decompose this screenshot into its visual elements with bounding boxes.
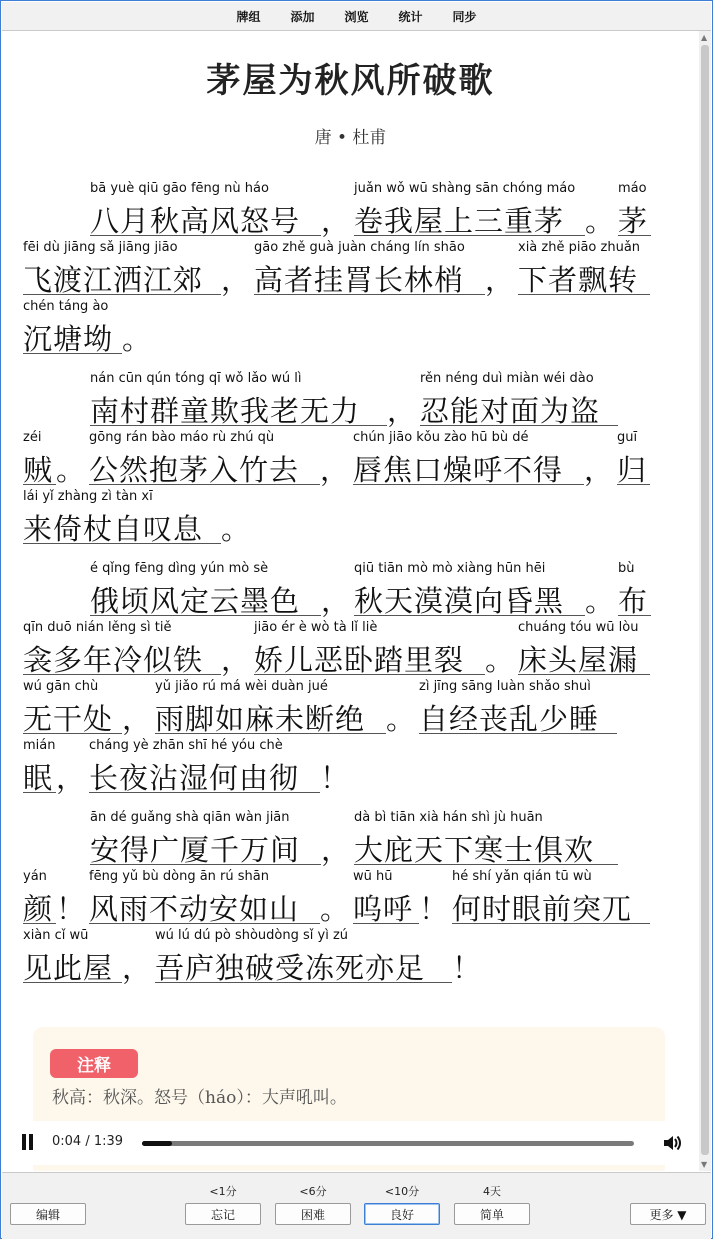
ruby-group <box>90 561 321 616</box>
ruby-group <box>518 240 650 295</box>
pinyin-text: wú lú dú pò shòudòng sǐ yì zú <box>155 928 349 943</box>
hanzi-text: 贼 <box>23 453 54 487</box>
hanzi-text: 南村群童欺我老无力 <box>90 394 361 428</box>
poem-line <box>2 679 699 735</box>
hanzi-text: 下者飘转 <box>518 263 639 297</box>
notes-tag: 注释 <box>50 1049 138 1078</box>
punctuation: ， <box>584 453 614 487</box>
ruby-group <box>23 869 56 924</box>
audio-player <box>2 1121 699 1165</box>
punctuation: 。 <box>122 322 152 356</box>
audio-progress-track[interactable] <box>142 1141 634 1146</box>
pinyin-text: nán cūn qún tóng qī wǒ lǎo wú lì <box>90 371 302 386</box>
poem-line <box>2 869 699 925</box>
hanzi-text: 高者挂罥长林梢 <box>254 263 465 297</box>
menu-browse[interactable]: 浏览 <box>344 9 369 24</box>
hanzi-text: 卷我屋上三重茅 <box>354 204 565 238</box>
hanzi-text: 衾多年冷似铁 <box>23 643 204 677</box>
punctuation: ！ <box>419 892 449 926</box>
ruby-group <box>618 561 651 616</box>
interval-good: <10分 <box>384 1185 420 1198</box>
ruby-group <box>23 679 122 734</box>
hanzi-text: 忍能对面为盗 <box>420 394 601 428</box>
punctuation: ， <box>321 204 351 238</box>
pinyin-text: dà bì tiān xià hán shì jù huān <box>354 810 543 825</box>
pinyin-text: ān dé guǎng shà qiān wàn jiān <box>90 810 290 825</box>
punctuation: 。 <box>221 512 251 546</box>
poem-title: 茅屋为秋风所破歌 <box>206 61 495 101</box>
ruby-group <box>354 561 585 616</box>
pinyin-text: hé shí yǎn qián tū wù <box>452 869 592 884</box>
ruby-group <box>23 928 122 983</box>
ruby-group <box>354 810 618 865</box>
card-content <box>2 31 699 1171</box>
hanzi-text: 何时眼前突兀 <box>452 892 633 926</box>
interval-easy: 4天 <box>483 1185 501 1198</box>
punctuation: ！ <box>452 951 482 985</box>
volume-icon[interactable] <box>662 1133 682 1153</box>
ruby-group <box>90 181 321 236</box>
ruby-group <box>89 738 320 793</box>
punctuation: 。 <box>320 892 350 926</box>
punctuation: ， <box>122 702 152 736</box>
menu-stats[interactable]: 统计 <box>398 9 423 24</box>
ruby-group <box>89 430 320 485</box>
interval-again: <1分 <box>209 1185 237 1198</box>
ruby-group <box>155 928 452 983</box>
hanzi-text: 无干处 <box>23 702 114 736</box>
ruby-group <box>23 240 221 295</box>
ruby-group <box>254 620 485 675</box>
pinyin-text: guī <box>617 430 638 445</box>
hanzi-text: 长夜沾湿何由彻 <box>89 761 300 795</box>
hanzi-text: 呜呼 <box>353 892 414 926</box>
ruby-group <box>452 869 650 924</box>
more-button[interactable]: 更多 ▼ <box>630 1203 706 1225</box>
pinyin-text: yán <box>23 869 47 884</box>
hanzi-text: 归 <box>617 453 648 487</box>
ruby-group <box>23 430 56 485</box>
again-button[interactable]: 忘记 <box>185 1203 261 1225</box>
punctuation: ， <box>321 584 351 618</box>
pinyin-text: juǎn wǒ wū shàng sān chóng máo <box>354 181 576 196</box>
pinyin-text: fēi dù jiāng sǎ jiāng jiāo <box>23 240 178 255</box>
pinyin-text: fēng yǔ bù dòng ān rú shān <box>89 869 269 884</box>
poem-line <box>2 620 699 676</box>
punctuation: ！ <box>320 761 350 795</box>
pinyin-text: rěn néng duì miàn wéi dào <box>420 371 594 386</box>
scrollbar[interactable] <box>699 31 711 1171</box>
poem-line <box>2 371 699 427</box>
punctuation: 。 <box>386 702 416 736</box>
menu-add[interactable]: 添加 <box>290 9 315 24</box>
punctuation: ， <box>221 643 251 677</box>
ruby-group <box>617 430 650 485</box>
pinyin-text: cháng yè zhān shī hé yóu chè <box>89 738 283 753</box>
hanzi-text: 布 <box>618 584 649 618</box>
punctuation: ， <box>56 761 86 795</box>
hanzi-text: 沉塘坳 <box>23 322 114 356</box>
punctuation: ， <box>321 833 351 867</box>
pinyin-text: bā yuè qiū gāo fēng nù háo <box>90 181 269 196</box>
pinyin-text: chén táng ào <box>23 299 109 314</box>
ruby-group <box>23 738 56 793</box>
pinyin-text: yǔ jiǎo rú má wèi duàn jué <box>155 679 328 694</box>
ruby-group <box>254 240 485 295</box>
pinyin-text: lái yǐ zhàng zì tàn xī <box>23 489 153 504</box>
hanzi-text: 安得广厦千万间 <box>90 833 301 867</box>
pinyin-text: xiàn cǐ wū <box>23 928 89 943</box>
pinyin-text: jiāo ér è wò tà lǐ liè <box>254 620 378 635</box>
punctuation: 。 <box>585 584 615 618</box>
top-menu-bar <box>2 2 711 31</box>
poem-line <box>2 181 699 237</box>
hanzi-text: 眠 <box>23 761 54 795</box>
audio-progress-fill <box>142 1141 172 1146</box>
ruby-group <box>419 679 617 734</box>
hanzi-text: 八月秋高风怒号 <box>90 204 301 238</box>
hanzi-text: 飞渡江洒江郊 <box>23 263 204 297</box>
ruby-group <box>518 620 650 675</box>
scroll-thumb[interactable] <box>701 45 709 1155</box>
menu-decks[interactable]: 牌组 <box>236 9 261 24</box>
ruby-group <box>353 430 584 485</box>
pinyin-text: mián <box>23 738 56 753</box>
ruby-group <box>23 620 221 675</box>
poem-line <box>2 810 699 866</box>
ruby-group <box>353 869 419 924</box>
review-bar <box>2 1172 711 1239</box>
hanzi-text: 床头屋漏 <box>518 643 639 677</box>
hanzi-text: 娇儿恶卧踏里裂 <box>254 643 465 677</box>
pinyin-text: gāo zhě guà juàn cháng lín shāo <box>254 240 465 255</box>
menu-sync[interactable]: 同步 <box>452 9 477 24</box>
pause-icon[interactable] <box>20 1134 34 1150</box>
pinyin-text: gōng rán bào máo rù zhú qù <box>89 430 275 445</box>
hanzi-text: 唇焦口燥呼不得 <box>353 453 564 487</box>
good-button[interactable]: 良好 <box>364 1203 440 1225</box>
hanzi-text: 见此屋 <box>23 951 114 985</box>
pinyin-text: zéi <box>23 430 42 445</box>
pinyin-text: wū hū <box>353 869 393 884</box>
hanzi-text: 吾庐独破受冻死亦足 <box>155 951 426 985</box>
pinyin-text: máo <box>618 181 647 196</box>
punctuation: 。 <box>585 204 615 238</box>
poem-line <box>2 561 699 617</box>
ruby-group <box>618 181 651 236</box>
punctuation: 。 <box>56 453 86 487</box>
punctuation: ， <box>221 263 251 297</box>
hard-button[interactable]: 困难 <box>275 1203 351 1225</box>
pinyin-text: qiū tiān mò mò xiàng hūn hēi <box>354 561 546 576</box>
pinyin-text: chún jiāo kǒu zào hū bù dé <box>353 430 529 445</box>
ruby-group <box>155 679 386 734</box>
scroll-up-icon[interactable]: ▲ <box>701 33 708 42</box>
ruby-group <box>420 371 618 426</box>
pinyin-text: chuáng tóu wū lòu <box>518 620 639 635</box>
hanzi-text: 风雨不动安如山 <box>89 892 300 926</box>
hanzi-text: 雨脚如麻未断绝 <box>155 702 366 736</box>
poem-line <box>2 240 699 296</box>
hanzi-text: 大庇天下寒士俱欢 <box>354 833 595 867</box>
edit-button[interactable]: 编辑 <box>10 1203 86 1225</box>
pinyin-text: xià zhě piāo zhuǎn <box>518 240 641 255</box>
pinyin-text: bù <box>618 561 635 576</box>
ruby-group <box>354 181 585 236</box>
hanzi-text: 来倚杖自叹息 <box>23 512 204 546</box>
punctuation: ， <box>387 394 417 428</box>
hanzi-text: 茅 <box>618 204 649 238</box>
hanzi-text: 秋天漠漠向昏黑 <box>354 584 565 618</box>
hanzi-text: 公然抱茅入竹去 <box>89 453 300 487</box>
punctuation: 。 <box>485 643 515 677</box>
poem-line <box>2 738 699 794</box>
poem-line <box>2 430 699 486</box>
scroll-down-icon[interactable]: ▼ <box>701 1160 708 1169</box>
hanzi-text: 颜 <box>23 892 54 926</box>
ruby-group <box>23 299 122 354</box>
poem-line <box>2 299 699 355</box>
easy-button[interactable]: 简单 <box>454 1203 530 1225</box>
punctuation: ， <box>122 951 152 985</box>
audio-time: 0:04 / 1:39 <box>52 1134 124 1149</box>
poem-author: 唐 • 杜甫 <box>314 128 387 148</box>
ruby-group <box>90 371 387 426</box>
punctuation: ！ <box>56 892 86 926</box>
pinyin-text: é qǐng fēng dìng yún mò sè <box>90 561 269 576</box>
poem-line <box>2 928 699 984</box>
pinyin-text: qīn duō nián lěng sì tiě <box>23 620 172 635</box>
interval-hard: <6分 <box>299 1185 327 1198</box>
punctuation: ， <box>485 263 515 297</box>
pinyin-text: wú gān chù <box>23 679 99 694</box>
notes-text: 秋高：秋深。怒号（háo）：大声吼叫。 <box>52 1088 347 1108</box>
hanzi-text: 自经丧乱少睡 <box>419 702 600 736</box>
pinyin-text: zì jīng sāng luàn shǎo shuì <box>419 679 591 694</box>
ruby-group <box>23 489 221 544</box>
poem-line <box>2 489 699 545</box>
ruby-group <box>90 810 321 865</box>
ruby-group <box>89 869 320 924</box>
punctuation: ， <box>320 453 350 487</box>
hanzi-text: 俄顷风定云墨色 <box>90 584 301 618</box>
